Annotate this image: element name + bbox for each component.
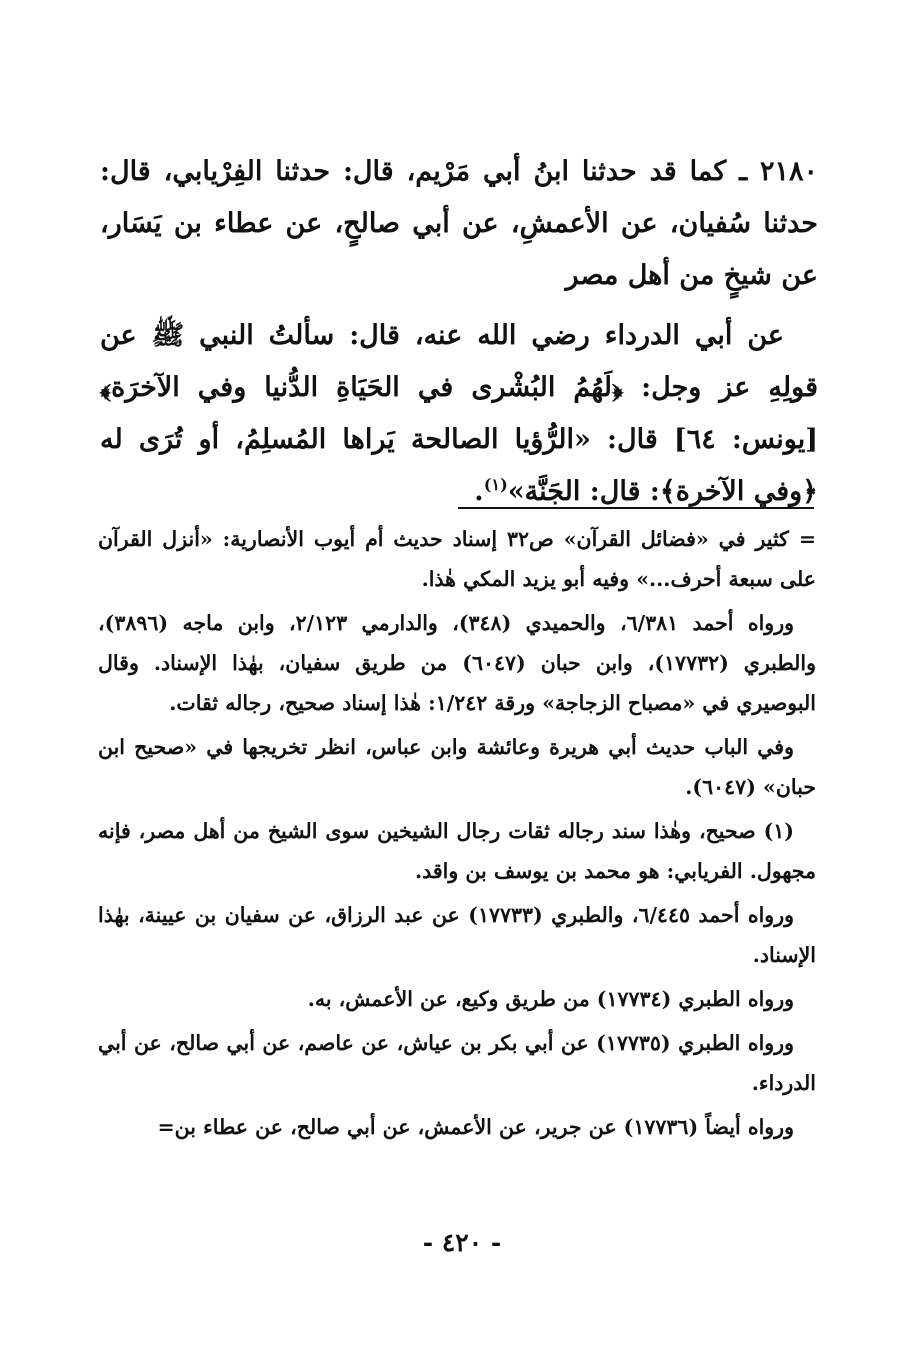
footnotes bbox=[98, 519, 816, 1147]
hadith-matn bbox=[100, 310, 818, 518]
page-number: - ٤٢٠ - bbox=[422, 1228, 502, 1257]
footnote-ref: (١) bbox=[483, 475, 508, 494]
footnote-paragraph: ورواه الطبري (١٧٧٣٤) من طريق وكيع، عن الأعمش، به. bbox=[307, 987, 794, 1011]
footnote-paragraph: ورواه الطبري (١٧٧٣٥) عن أبي بكر بن عياش، عن عاصم، عن أبي صالح، عن أبي الدرداء. bbox=[98, 1031, 816, 1095]
footnote-paragraph: ورواه أيضاً (١٧٧٣٦) عن جرير، عن الأعمش، عن أبي صالح، عن عطاء بن= bbox=[157, 1115, 794, 1139]
footnote-paragraph: = كثير في «فضائل القرآن» ص٣٢ إسناد حديث أم أيوب الأنصارية: «أنزل القرآن على سبعة أحرف...» وفيه أبو يزيد المكي هٰذا. bbox=[98, 527, 816, 591]
footnote-paragraph: ورواه أحمد ٦/٤٤٥، والطبري (١٧٧٣٣) عن عبد الرزاق، عن سفيان بن عيينة، بهٰذا الإسناد. bbox=[98, 903, 816, 967]
hadith-text bbox=[100, 146, 818, 518]
hadith-end: . bbox=[474, 476, 484, 507]
footnote-paragraph: (١) صحيح، وهٰذا سند رجاله ثقات رجال الشيخين سوى الشيخ من أهل مصر، فإنه مجهول. الفريابي: هو محمد بن يوسف بن واقد. bbox=[98, 819, 816, 883]
footnote-separator bbox=[458, 507, 814, 509]
footnote-paragraph: ورواه أحمد ٦/٣٨١، والحميدي (٣٤٨)، والدارمي ٢/١٢٣، وابن ماجه (٣٨٩٦)، والطبري (١٧٧٣٢)، وابن حبان (٦٠٤٧) من طريق سفيان، بهٰذا الإسناد. وقال البوصيري في «مصباح الزجاجة» ورقة ١/٢٤٢: هٰذا إسناد صحيح، رجاله ثقات. bbox=[98, 611, 816, 715]
hadith-isnad: ٢١٨٠ ـ كما قد حدثنا ابنُ أبي مَرْيم، قال: حدثنا الفِرْيابي، قال: حدثنا سُفيان، عن الأعمشِ، عن أبي صالحٍ، عن عطاء بن يَسَار، عن شيخٍ من أهل مصر bbox=[100, 156, 818, 291]
hadith-narration: عن أبي الدرداء رضي الله عنه، قال: سألتُ النبي ﷺ عن قولِهِ عز وجل: ﴿لَهُمُ البُشْرى في الحَيَاةِ الدُّنيا وفي الآخرَة﴾ [يونس: ٦٤] قال: «الرُّؤيا الصالحة يَراها المُسلِمُ، أو تُرَى له ﴿وفي الآخرة﴾: قال: الجَنَّة» bbox=[100, 320, 818, 507]
footnote-paragraph: وفي الباب حديث أبي هريرة وعائشة وابن عباس، انظر تخريجها في «صحيح ابن حبان» (٦٠٤٧). bbox=[98, 735, 816, 799]
